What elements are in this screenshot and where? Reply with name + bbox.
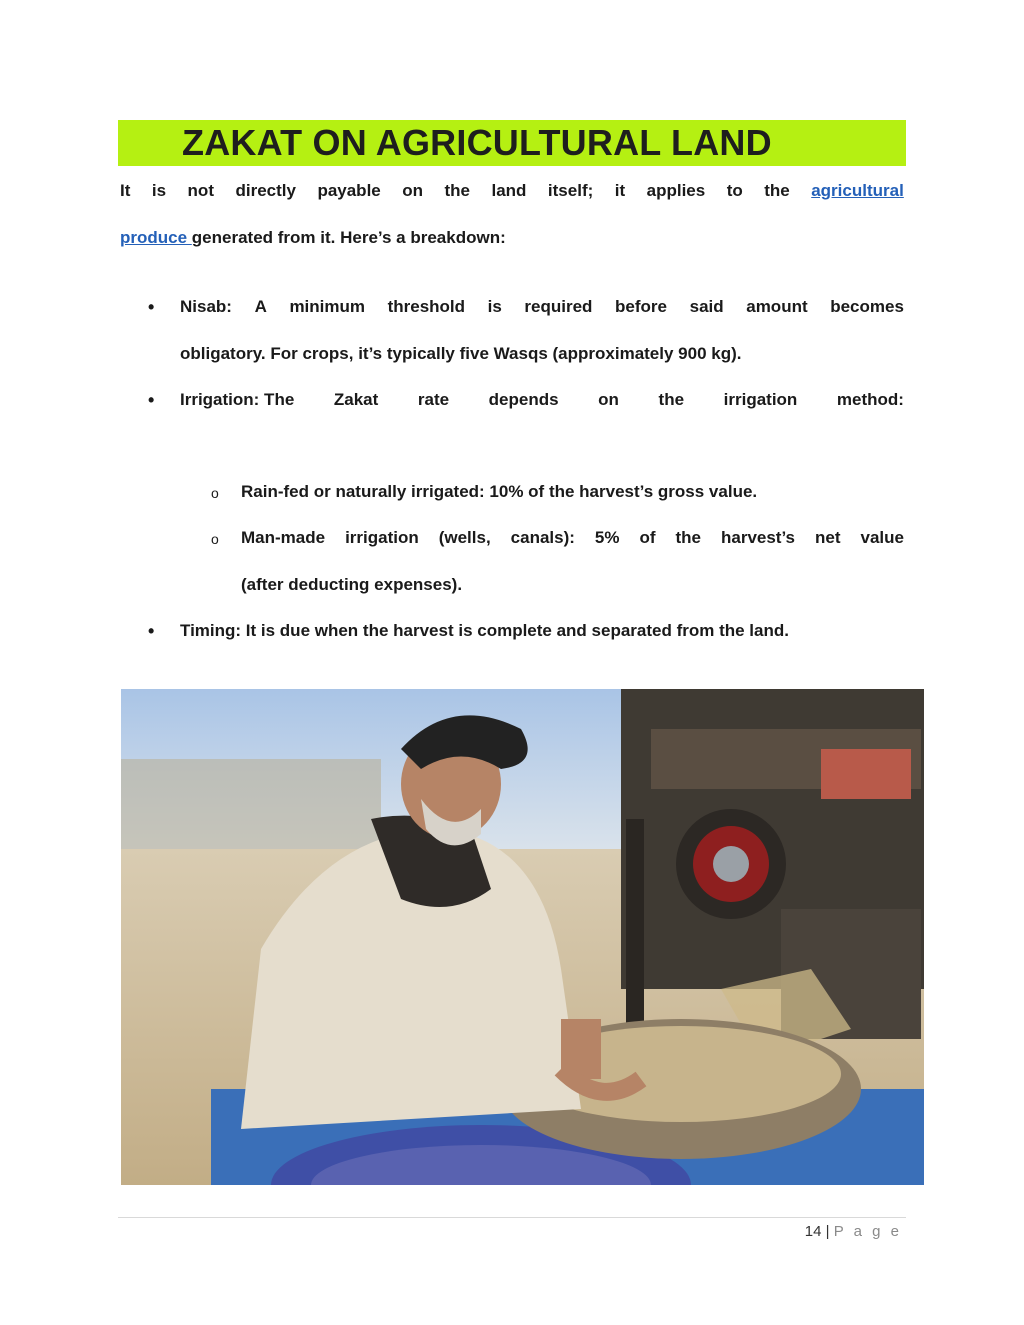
man-made-line-2: (after deducting expenses). — [241, 575, 463, 594]
sub-bullet-marker: o — [211, 531, 219, 547]
intro-word: It — [120, 181, 131, 200]
agricultural-produce-link-cont[interactable]: produce — [120, 228, 192, 247]
farmer-sifting-grain-photo — [121, 689, 924, 1185]
irrigation-word: Zakat — [333, 390, 379, 409]
nisab-word: is — [487, 297, 502, 316]
irrigation-word: method: — [836, 390, 904, 409]
man-made-word: irrigation — [345, 528, 419, 547]
title-banner — [118, 120, 906, 166]
nisab-word: said — [689, 297, 724, 316]
irrigation-word: rate — [417, 390, 450, 409]
agricultural-produce-link[interactable]: agricultural — [811, 181, 904, 200]
intro-text: generated from it. Here’s a breakdown: — [191, 228, 506, 247]
page-separator: | — [825, 1223, 830, 1240]
intro-word: it — [614, 181, 626, 200]
nisab-line-1 — [180, 297, 904, 317]
nisab-word: amount — [746, 297, 808, 316]
man-made-word: of — [639, 528, 656, 547]
intro-word: is — [151, 181, 167, 200]
intro-word: the — [444, 181, 470, 200]
man-made-word: net — [815, 528, 841, 547]
page-title: ZAKAT ON AGRICULTURAL LAND — [182, 122, 772, 163]
man-made-word: (wells, — [438, 528, 491, 547]
irrigation-word: irrigation — [723, 390, 798, 409]
rain-fed-text: Rain-fed or naturally irrigated: 10% of the harvest’s gross value. — [241, 482, 758, 501]
intro-word: applies — [646, 181, 706, 200]
nisab-word: becomes — [830, 297, 904, 316]
man-made-word: Man-made — [241, 528, 326, 547]
intro-word: itself; — [547, 181, 594, 200]
man-made-word: canals): — [510, 528, 575, 547]
irrigation-word: the — [658, 390, 685, 409]
nisab-word: threshold — [387, 297, 466, 316]
bullet-marker: • — [148, 621, 155, 641]
intro-word: directly — [235, 181, 296, 200]
intro-word: land — [491, 181, 527, 200]
page-number — [805, 1223, 902, 1240]
irrigation-word: on — [598, 390, 619, 409]
man-made-word: 5% — [594, 528, 620, 547]
photo-illustration — [121, 689, 924, 1185]
nisab-word: required — [524, 297, 593, 316]
irrigation-line-1 — [180, 390, 904, 410]
bullet-marker: • — [148, 297, 155, 317]
intro-word: payable — [317, 181, 381, 200]
sub-bullet-marker: o — [211, 485, 219, 501]
man-made-word: harvest’s — [720, 528, 796, 547]
nisab-word: Nisab: — [180, 297, 232, 316]
nisab-line-2: obligatory. For crops, it’s typically five Wasqs (approximately 900 kg). — [180, 344, 742, 363]
nisab-word: A — [254, 297, 267, 316]
intro-word: the — [764, 181, 790, 200]
man-made-line-1 — [241, 528, 904, 548]
nisab-word: before — [615, 297, 668, 316]
footer-divider — [118, 1217, 906, 1218]
intro-paragraph-line-1 — [120, 181, 904, 201]
page-number-value: 14 — [804, 1223, 822, 1240]
intro-word: not — [187, 181, 214, 200]
man-made-word: value — [860, 528, 904, 547]
intro-word: on — [402, 181, 424, 200]
timing-text: Timing: It is due when the harvest is complete and separated from the land. — [180, 621, 789, 640]
nisab-word: minimum — [289, 297, 365, 316]
bullet-marker: • — [148, 390, 155, 410]
irrigation-word: depends — [488, 390, 559, 409]
page-word: P a g e — [833, 1223, 902, 1240]
man-made-word: the — [675, 528, 701, 547]
intro-word: to — [726, 181, 743, 200]
irrigation-word: Irrigation: The — [180, 390, 295, 409]
intro-paragraph-line-2 — [120, 228, 904, 248]
